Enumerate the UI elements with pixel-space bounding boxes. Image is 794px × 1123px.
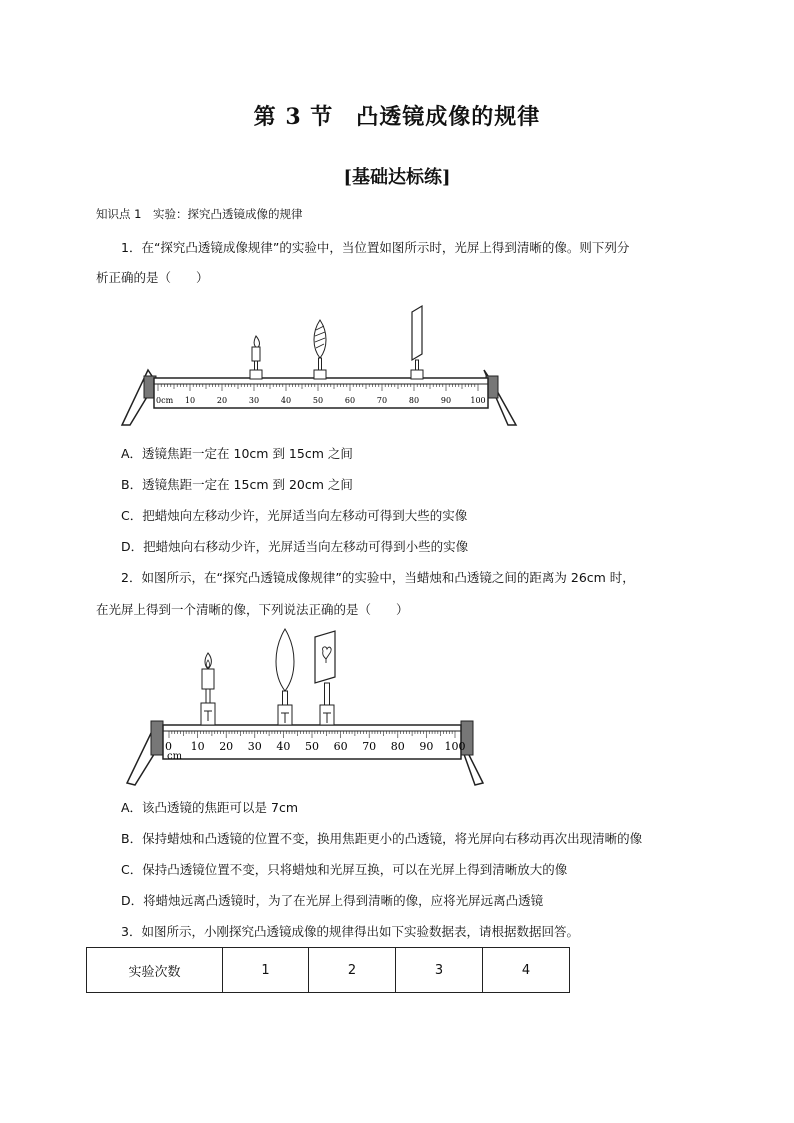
q1-option-d: D．把蜡烛向右移动少许，光屏适当向左移动可得到小些的实像 xyxy=(121,539,469,554)
q3-data-table xyxy=(86,947,570,993)
table-header-cell: 3 xyxy=(396,948,483,993)
ruler-tick-label: 60 xyxy=(344,396,356,405)
table-header-cell: 1 xyxy=(223,948,309,993)
q2-zero-label: 0 xyxy=(165,740,172,753)
page-title: 第 3 节 凸透镜成像的规律 xyxy=(253,104,541,130)
ruler-tick-label: 70 xyxy=(362,740,377,753)
ruler-tick-label: 50 xyxy=(305,740,319,753)
ruler-tick-label: 40 xyxy=(280,396,292,405)
q1-stem-line1: 1．在“探究凸透镜成像规律”的实验中，当位置如图所示时，光屏上得到清晰的像。则下列分 xyxy=(121,240,630,255)
ruler-tick-label: 30 xyxy=(247,740,262,753)
q2-unit-label: cm xyxy=(167,751,183,762)
table-header-cell: 实验次数 xyxy=(87,948,223,993)
convex-lens xyxy=(276,629,294,725)
light-screen xyxy=(411,306,423,379)
q3-stem: 3．如图所示，小刚探究凸透镜成像的规律得出如下实验数据表，请根据数据回答。 xyxy=(121,924,579,939)
table-row xyxy=(87,948,570,993)
q2-option-c: C．保持凸透镜位置不变，只将蜡烛和光屏互换，可以在光屏上得到清晰放大的像 xyxy=(121,862,568,877)
ruler-tick-label: 80 xyxy=(408,396,420,405)
q2-option-a: A．该凸透镜的焦距可以是 7cm xyxy=(121,800,299,815)
q1-stem-line2: 析正确的是（ ） xyxy=(96,270,209,285)
q2-optical-bench-figure xyxy=(125,625,485,790)
ruler-tick-label: 80 xyxy=(390,740,405,753)
convex-lens xyxy=(314,320,326,379)
ruler-tick-label: 100 xyxy=(470,396,486,405)
q1-optical-bench-figure xyxy=(120,300,520,430)
q1-option-b: B．透镜焦距一定在 15cm 到 20cm 之间 xyxy=(121,477,353,492)
ruler-tick-label: 90 xyxy=(419,740,434,753)
candle xyxy=(201,653,215,725)
ruler-tick-label: 20 xyxy=(216,396,228,405)
q2-option-d: D．将蜡烛远离凸透镜时，为了在光屏上得到清晰的像，应将光屏远离凸透镜 xyxy=(121,893,544,908)
q1-option-c: C．把蜡烛向左移动少许，光屏适当向左移动可得到大些的实像 xyxy=(121,508,468,523)
q2-left-end-block xyxy=(151,721,163,755)
table-header-cell: 2 xyxy=(309,948,396,993)
ruler-tick-label: 10 xyxy=(190,740,205,753)
ruler-tick-label: 20 xyxy=(219,740,234,753)
q2-stem-line1: 2．如图所示，在“探究凸透镜成像规律”的实验中，当蜡烛和凸透镜之间的距离为 26cm 时， xyxy=(121,570,635,585)
ruler-tick-label: 50 xyxy=(312,396,324,405)
ruler-tick-label: 100 xyxy=(444,740,466,753)
light-screen xyxy=(315,631,335,725)
knowledge-point: 知识点 1 实验：探究凸透镜成像的规律 xyxy=(96,207,303,221)
ruler-tick-label: 70 xyxy=(376,396,388,405)
ruler-tick-label: 40 xyxy=(276,740,291,753)
table-header-cell: 4 xyxy=(483,948,570,993)
candle xyxy=(250,336,262,379)
q1-unit-label: 0cm xyxy=(156,396,174,405)
q2-stem-line2: 在光屏上得到一个清晰的像，下列说法正确的是（ ） xyxy=(96,602,409,617)
q2-option-b: B．保持蜡烛和凸透镜的位置不变，换用焦距更小的凸透镜，将光屏向右移动再次出现清晰的像 xyxy=(121,831,643,846)
q1-option-a: A．透镜焦距一定在 10cm 到 15cm 之间 xyxy=(121,446,353,461)
ruler-tick-label: 30 xyxy=(248,396,260,405)
ruler-tick-label: 90 xyxy=(440,396,452,405)
ruler-tick-label: 10 xyxy=(184,396,196,405)
ruler-tick-label: 60 xyxy=(333,740,348,753)
section-subtitle: [基础达标练] xyxy=(343,167,451,188)
